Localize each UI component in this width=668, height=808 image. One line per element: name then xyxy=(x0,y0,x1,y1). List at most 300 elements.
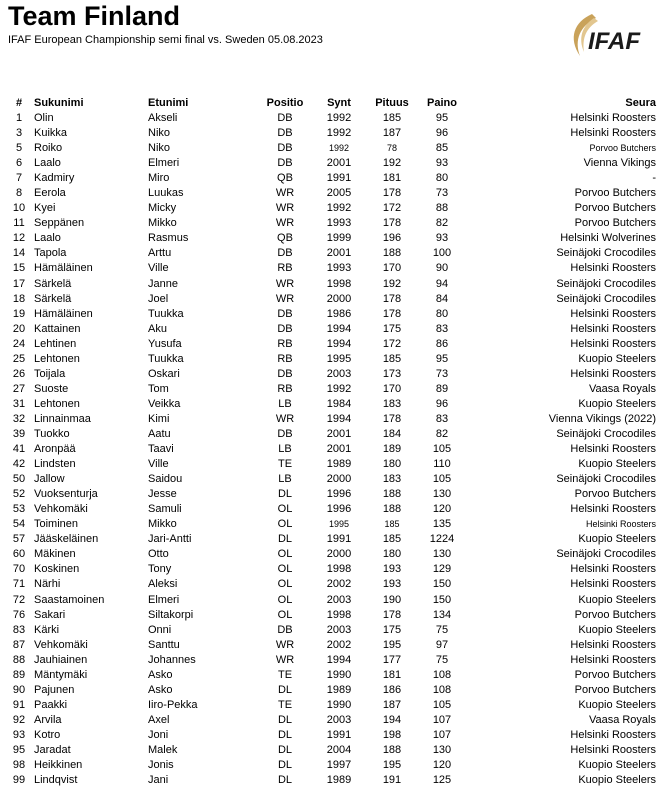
cell-surname: Paakki xyxy=(34,698,68,711)
cell-position: OL xyxy=(277,518,293,531)
cell-surname: Tapola xyxy=(34,247,67,260)
cell-born: 1994 xyxy=(326,337,352,350)
cell-number: 3 xyxy=(15,127,23,140)
cell-club: Helsinki Roosters xyxy=(570,578,656,591)
cell-position: OL xyxy=(277,548,293,561)
cell-position: OL xyxy=(277,503,293,516)
cell-weight: 150 xyxy=(432,578,452,591)
cell-height: 187 xyxy=(382,127,402,140)
cell-surname: Koskinen xyxy=(34,563,80,576)
cell-number: 89 xyxy=(12,668,26,681)
table-row xyxy=(8,427,660,442)
cell-firstname: Asko xyxy=(148,683,173,696)
cell-weight: 150 xyxy=(432,593,452,606)
cell-firstname: Tuukka xyxy=(148,307,184,320)
cell-born: 2005 xyxy=(326,187,352,200)
cell-club: Kuopio Steelers xyxy=(578,698,656,711)
cell-position: RB xyxy=(277,337,293,350)
cell-weight: 105 xyxy=(432,473,452,486)
cell-surname: Olin xyxy=(34,112,54,124)
cell-position: DB xyxy=(277,112,293,124)
cell-number: 15 xyxy=(12,262,26,275)
cell-number: 57 xyxy=(12,533,26,546)
cell-weight: 93 xyxy=(435,232,449,245)
cell-number: 32 xyxy=(12,412,26,425)
cell-club: Helsinki Roosters xyxy=(570,127,656,140)
cell-weight: 130 xyxy=(432,488,452,501)
cell-firstname: Miro xyxy=(148,172,170,185)
logo-text: IFAF xyxy=(588,28,640,55)
cell-surname: Kattainen xyxy=(34,322,81,335)
table-body xyxy=(8,111,660,788)
cell-position: QB xyxy=(277,232,293,245)
cell-number: 76 xyxy=(12,608,26,621)
cell-number: 95 xyxy=(12,743,26,756)
cell-firstname: Rasmus xyxy=(148,232,189,245)
cell-weight: 90 xyxy=(435,262,449,275)
cell-height: 170 xyxy=(382,382,402,395)
cell-firstname: Mikko xyxy=(148,217,177,230)
cell-weight: 108 xyxy=(432,668,452,681)
cell-surname: Kuikka xyxy=(34,127,68,140)
cell-position: DL xyxy=(277,728,293,741)
cell-number: 12 xyxy=(12,232,26,245)
cell-number: 27 xyxy=(12,382,26,395)
cell-surname: Jallow xyxy=(34,473,65,486)
cell-weight: 96 xyxy=(435,127,449,140)
cell-height: 194 xyxy=(382,713,402,726)
cell-club: - xyxy=(652,172,656,185)
table-row xyxy=(8,502,660,517)
cell-firstname: Onni xyxy=(148,623,172,636)
cell-surname: Jauhiainen xyxy=(34,653,88,666)
cell-height: 188 xyxy=(382,743,402,756)
cell-weight: 75 xyxy=(435,653,449,666)
cell-position: DB xyxy=(277,142,293,155)
cell-number: 18 xyxy=(12,292,26,305)
cell-position: WR xyxy=(275,292,295,305)
cell-number: 54 xyxy=(12,518,26,531)
cell-number: 11 xyxy=(13,217,25,230)
cell-position: DB xyxy=(277,427,293,440)
cell-born: 2004 xyxy=(326,743,352,756)
cell-club: Porvoo Butchers xyxy=(574,217,656,230)
cell-height: 173 xyxy=(382,367,402,380)
cell-surname: Toijala xyxy=(34,367,66,380)
cell-club: Helsinki Roosters xyxy=(570,337,656,350)
cell-height: 178 xyxy=(382,187,402,200)
cell-height: 178 xyxy=(382,217,402,230)
cell-weight: 80 xyxy=(435,172,449,185)
cell-firstname: Yusufa xyxy=(148,337,182,350)
cell-club: Helsinki Roosters xyxy=(570,563,656,576)
cell-born: 1992 xyxy=(326,382,352,395)
cell-born: 1993 xyxy=(326,262,352,275)
table-row xyxy=(8,668,660,683)
cell-number: 72 xyxy=(12,593,26,606)
table-row xyxy=(8,593,660,608)
cell-height: 187 xyxy=(382,698,402,711)
cell-number: 31 xyxy=(12,397,26,410)
cell-firstname: Ville xyxy=(148,262,169,275)
cell-weight: 135 xyxy=(432,518,452,531)
cell-height: 188 xyxy=(382,247,402,260)
cell-weight: 73 xyxy=(435,367,449,380)
table-row xyxy=(8,547,660,562)
cell-born: 1996 xyxy=(326,503,352,516)
cell-number: 71 xyxy=(12,578,26,591)
cell-surname: Lehtinen xyxy=(34,337,77,350)
cell-height: 193 xyxy=(382,578,402,591)
cell-firstname: Arttu xyxy=(148,247,172,260)
cell-height: 183 xyxy=(382,397,402,410)
cell-number: 83 xyxy=(12,623,26,636)
cell-position: TE xyxy=(277,698,293,711)
cell-height: 175 xyxy=(382,322,402,335)
cell-position: RB xyxy=(277,262,293,275)
cell-height: 178 xyxy=(382,412,402,425)
cell-position: DB xyxy=(277,367,293,380)
cell-weight: 100 xyxy=(432,247,452,260)
cell-position: RB xyxy=(277,382,293,395)
cell-club: Porvoo Butchers xyxy=(574,187,656,200)
cell-born: 2001 xyxy=(326,247,352,260)
cell-weight: 120 xyxy=(432,503,452,516)
cell-born: 1989 xyxy=(326,683,352,696)
cell-born: 2002 xyxy=(326,638,352,651)
table-row xyxy=(8,442,660,457)
cell-height: 188 xyxy=(382,488,402,501)
cell-club: Seinäjoki Crocodiles xyxy=(556,292,656,305)
cell-firstname: Johannes xyxy=(148,653,196,666)
cell-surname: Sakari xyxy=(34,608,66,621)
cell-number: 6 xyxy=(15,157,23,170)
table-row xyxy=(8,457,660,472)
table-row xyxy=(8,577,660,592)
cell-position: DB xyxy=(277,127,293,140)
cell-surname: Kyei xyxy=(34,202,56,215)
cell-weight: 130 xyxy=(432,548,452,561)
cell-surname: Seppänen xyxy=(34,217,85,230)
cell-weight: 82 xyxy=(435,217,449,230)
table-header xyxy=(8,96,660,110)
cell-club: Kuopio Steelers xyxy=(578,533,656,546)
cell-firstname: Taavi xyxy=(148,443,174,456)
cell-club: Kuopio Steelers xyxy=(578,458,656,471)
cell-position: DL xyxy=(277,683,293,696)
cell-number: 7 xyxy=(15,172,23,185)
cell-height: 189 xyxy=(382,443,402,456)
cell-firstname: Jari-Antti xyxy=(148,533,192,546)
cell-weight: 75 xyxy=(435,623,449,636)
cell-weight: 84 xyxy=(435,292,449,305)
cell-position: DL xyxy=(277,759,293,772)
cell-number: 25 xyxy=(12,352,26,365)
cell-surname: Kärki xyxy=(34,623,60,636)
header-club: Seura xyxy=(625,97,656,109)
cell-number: 50 xyxy=(12,473,26,486)
cell-born: 2003 xyxy=(326,623,352,636)
cell-firstname: Jonis xyxy=(148,759,174,772)
cell-firstname: Axel xyxy=(148,713,170,726)
page-subtitle: IFAF European Championship semi final vs. Sweden 05.08.2023 xyxy=(8,34,323,46)
cell-number: 20 xyxy=(12,322,26,335)
cell-weight: 120 xyxy=(432,759,452,772)
cell-weight: 1224 xyxy=(429,533,455,546)
cell-weight: 110 xyxy=(433,458,451,471)
cell-surname: Lehtonen xyxy=(34,352,80,365)
table-row xyxy=(8,743,660,758)
table-row xyxy=(8,322,660,337)
table-row xyxy=(8,653,660,668)
table-row xyxy=(8,412,660,427)
cell-firstname: Joel xyxy=(148,292,169,305)
cell-firstname: Elmeri xyxy=(148,157,180,170)
table-row xyxy=(8,216,660,231)
cell-firstname: Tom xyxy=(148,382,169,395)
cell-firstname: Asko xyxy=(148,668,173,681)
cell-born: 2000 xyxy=(326,473,352,486)
cell-surname: Pajunen xyxy=(34,683,75,696)
header-weight: Paino xyxy=(427,97,457,109)
cell-born: 1991 xyxy=(326,172,352,185)
cell-born: 2000 xyxy=(326,548,352,561)
cell-number: 93 xyxy=(12,728,26,741)
cell-number: 70 xyxy=(12,563,26,576)
cell-number: 10 xyxy=(12,202,26,215)
cell-surname: Lehtonen xyxy=(34,397,80,410)
table-row xyxy=(8,156,660,171)
cell-surname: Eerola xyxy=(34,187,66,200)
table-row xyxy=(8,683,660,698)
cell-born: 1992 xyxy=(326,127,352,140)
cell-club: Vaasa Royals xyxy=(588,713,656,726)
header-born: Synt xyxy=(327,97,351,109)
cell-weight: 88 xyxy=(435,202,449,215)
cell-firstname: Aleksi xyxy=(148,578,178,591)
cell-height: 195 xyxy=(382,638,402,651)
cell-height: 172 xyxy=(382,202,402,215)
cell-number: 99 xyxy=(12,774,26,787)
cell-height: 198 xyxy=(382,728,402,741)
cell-born: 1994 xyxy=(326,653,352,666)
cell-club: Kuopio Steelers xyxy=(578,774,656,787)
cell-club: Helsinki Roosters xyxy=(570,112,656,124)
cell-club: Vaasa Royals xyxy=(588,382,656,395)
table-row xyxy=(8,758,660,773)
cell-born: 2001 xyxy=(326,157,352,170)
cell-firstname: Iiro-Pekka xyxy=(148,698,198,711)
cell-firstname: Otto xyxy=(148,548,169,561)
cell-position: DB xyxy=(277,623,293,636)
cell-position: LB xyxy=(278,473,292,486)
cell-weight: 86 xyxy=(435,337,449,350)
cell-club: Vienna Vikings (2022) xyxy=(548,412,656,425)
cell-firstname: Jani xyxy=(148,774,169,787)
cell-club: Helsinki Roosters xyxy=(570,262,656,275)
cell-weight: 85 xyxy=(435,142,449,155)
cell-height: 193 xyxy=(382,563,402,576)
cell-born: 2001 xyxy=(326,443,352,456)
cell-born: 2000 xyxy=(326,292,352,305)
cell-firstname: Luukas xyxy=(148,187,184,200)
cell-position: WR xyxy=(275,217,295,230)
cell-surname: Linnainmaa xyxy=(34,412,91,425)
cell-firstname: Jesse xyxy=(148,488,177,501)
cell-surname: Laalo xyxy=(34,232,61,245)
cell-position: DL xyxy=(277,533,293,546)
header-position: Positio xyxy=(266,97,304,109)
cell-height: 185 xyxy=(382,112,402,124)
cell-position: OL xyxy=(277,563,293,576)
cell-weight: 89 xyxy=(435,382,449,395)
cell-position: DB xyxy=(277,307,293,320)
cell-height: 192 xyxy=(382,157,402,170)
cell-position: OL xyxy=(277,593,293,606)
cell-weight: 108 xyxy=(432,683,452,696)
cell-surname: Jääskeläinen xyxy=(34,533,99,546)
header-surname: Sukunimi xyxy=(34,97,84,109)
cell-position: OL xyxy=(277,608,293,621)
cell-surname: Toiminen xyxy=(34,518,79,531)
cell-position: LB xyxy=(278,443,292,456)
cell-position: DB xyxy=(277,247,293,260)
cell-surname: Vehkomäki xyxy=(34,638,88,651)
cell-number: 90 xyxy=(12,683,26,696)
cell-firstname: Aatu xyxy=(148,427,171,440)
cell-weight: 107 xyxy=(432,713,452,726)
cell-surname: Lindqvist xyxy=(34,774,78,787)
table-row xyxy=(8,126,660,141)
cell-number: 60 xyxy=(12,548,26,561)
cell-position: TE xyxy=(277,668,293,681)
cell-height: 175 xyxy=(382,623,402,636)
cell-surname: Aronpää xyxy=(34,443,76,456)
page-title: Team Finland xyxy=(8,1,181,31)
cell-born: 1991 xyxy=(326,533,352,546)
cell-born: 1989 xyxy=(326,458,352,471)
cell-firstname: Samuli xyxy=(148,503,182,516)
cell-weight: 107 xyxy=(432,728,452,741)
cell-surname: Laalo xyxy=(34,157,61,170)
cell-height: 181 xyxy=(382,668,402,681)
cell-born: 1999 xyxy=(326,232,352,245)
cell-surname: Roiko xyxy=(34,142,63,155)
cell-weight: 95 xyxy=(435,112,449,124)
cell-firstname: Niko xyxy=(148,127,171,140)
cell-number: 1 xyxy=(15,112,23,124)
cell-surname: Särkelä xyxy=(34,292,72,305)
cell-position: WR xyxy=(275,187,295,200)
cell-weight: 83 xyxy=(435,412,449,425)
cell-position: QB xyxy=(277,172,293,185)
cell-born: 1993 xyxy=(326,217,352,230)
cell-firstname: Niko xyxy=(148,142,171,155)
cell-firstname: Joni xyxy=(148,728,169,741)
table-row xyxy=(8,111,660,126)
cell-born: 2001 xyxy=(326,427,352,440)
cell-number: 19 xyxy=(12,307,26,320)
table-row xyxy=(8,623,660,638)
cell-firstname: Kimi xyxy=(148,412,170,425)
cell-height: 191 xyxy=(382,774,402,787)
cell-position: LB xyxy=(278,397,292,410)
table-row xyxy=(8,367,660,382)
cell-born: 1989 xyxy=(326,774,352,787)
cell-height: 185 xyxy=(382,352,402,365)
cell-height: 178 xyxy=(382,608,402,621)
cell-number: 14 xyxy=(12,247,26,260)
cell-born: 1992 xyxy=(326,112,352,124)
cell-height: 172 xyxy=(382,337,402,350)
cell-born: 1995 xyxy=(326,352,352,365)
cell-firstname: Veikka xyxy=(148,397,181,410)
cell-surname: Mäntymäki xyxy=(34,668,88,681)
cell-born: 1994 xyxy=(326,412,352,425)
table-row xyxy=(8,186,660,201)
cell-club: Seinäjoki Crocodiles xyxy=(556,277,656,290)
cell-surname: Vehkomäki xyxy=(34,503,88,516)
cell-surname: Vuoksenturja xyxy=(34,488,98,501)
cell-club: Seinäjoki Crocodiles xyxy=(556,473,656,486)
table-row xyxy=(8,773,660,788)
cell-position: WR xyxy=(275,277,295,290)
cell-position: DL xyxy=(277,774,293,787)
cell-position: DL xyxy=(277,713,293,726)
cell-height: 196 xyxy=(382,232,402,245)
cell-weight: 105 xyxy=(432,443,452,456)
cell-club: Porvoo Butchers xyxy=(574,683,656,696)
table-row xyxy=(8,562,660,577)
cell-weight: 97 xyxy=(435,638,449,651)
cell-club: Helsinki Roosters xyxy=(570,443,656,456)
cell-number: 53 xyxy=(12,503,26,516)
table-row xyxy=(8,337,660,352)
cell-club: Helsinki Wolverines xyxy=(560,232,656,245)
cell-club: Helsinki Roosters xyxy=(570,728,656,741)
cell-position: TE xyxy=(277,458,293,471)
cell-height: 185 xyxy=(384,519,400,530)
table-row xyxy=(8,382,660,397)
cell-firstname: Saidou xyxy=(148,473,183,486)
cell-position: WR xyxy=(275,638,295,651)
cell-born: 1991 xyxy=(326,728,352,741)
table-row xyxy=(8,246,660,261)
cell-club: Vienna Vikings xyxy=(583,157,656,170)
table-row xyxy=(8,472,660,487)
cell-weight: 129 xyxy=(432,563,452,576)
cell-surname: Suoste xyxy=(34,382,69,395)
cell-height: 181 xyxy=(382,172,402,185)
cell-weight: 93 xyxy=(435,157,449,170)
cell-surname: Tuokko xyxy=(34,427,70,440)
cell-surname: Hämäläinen xyxy=(34,262,93,275)
table-row xyxy=(8,352,660,367)
cell-firstname: Tony xyxy=(148,563,172,576)
cell-position: RB xyxy=(277,352,293,365)
cell-surname: Hämäläinen xyxy=(34,307,93,320)
cell-weight: 82 xyxy=(435,427,449,440)
header-height: Pituus xyxy=(375,97,409,109)
header-firstname: Etunimi xyxy=(148,97,189,109)
cell-club: Helsinki Roosters xyxy=(570,367,656,380)
cell-weight: 105 xyxy=(432,698,452,711)
cell-number: 17 xyxy=(12,277,26,290)
cell-weight: 73 xyxy=(435,187,449,200)
cell-firstname: Ville xyxy=(148,458,169,471)
cell-club: Porvoo Butchers xyxy=(574,202,656,215)
cell-number: 26 xyxy=(12,367,26,380)
